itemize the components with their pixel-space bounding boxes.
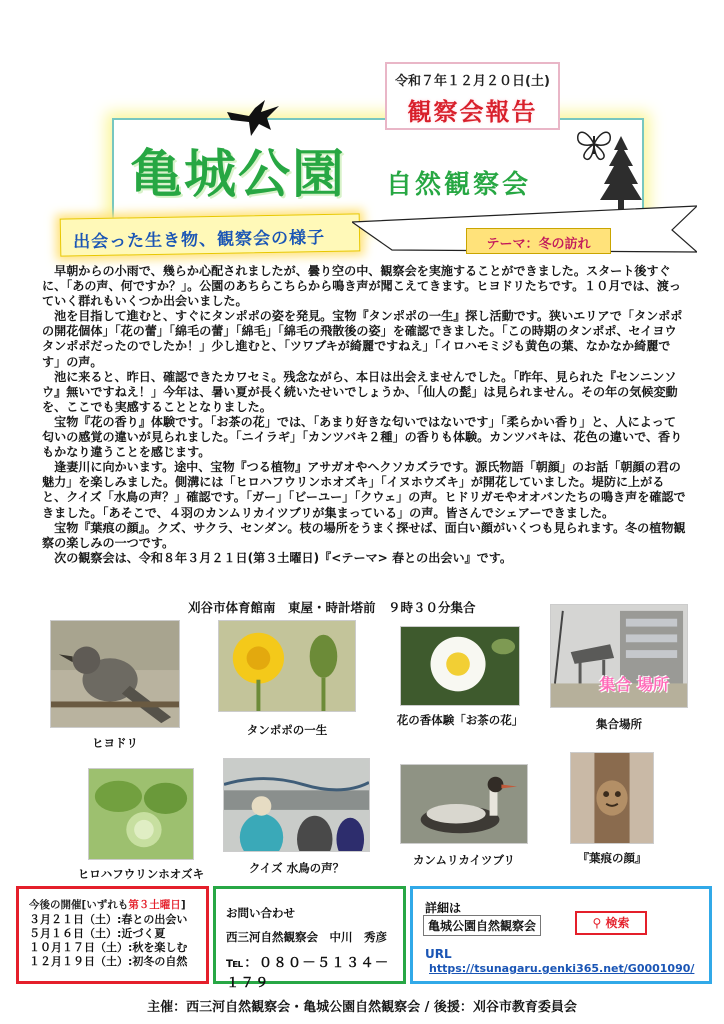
- paragraph: 次の観察会は、令和８年３月２１日(第３土曜日)『<テーマ> 春との出会い』です。: [54, 550, 512, 565]
- section-ribbon: [60, 213, 361, 256]
- theme-label: テーマ：冬の訪れ: [486, 237, 591, 252]
- contact-box: [213, 886, 406, 991]
- search-term: 亀城公園自然観察会: [423, 915, 541, 936]
- main-title: 亀城公園: [130, 145, 347, 205]
- photo-caption: ヒヨドリ: [92, 736, 138, 750]
- schedule-item: １２月１９日（土）:初冬の自然: [29, 955, 188, 968]
- website-link[interactable]: https://tsunagaru.genki365.net/G0001090/: [429, 962, 695, 975]
- schedule-item: ３月２１日（土）:春との出会い: [29, 913, 188, 926]
- schedule-item: ５月１６日（土）:近づく夏: [29, 927, 166, 940]
- photo-kanmurikaitsuburi: [400, 764, 528, 844]
- photo-caption: カンムリカイツブリ: [412, 853, 516, 867]
- sponsor-line: 主催：西三河自然観察会・亀城公園自然観察会 / 後援：刈谷市教育委員会: [147, 1000, 577, 1015]
- contact-org: 西三河自然観察会 中川 秀彦: [226, 930, 387, 944]
- schedule-list: [29, 913, 187, 969]
- photo-caption: 『葉痕の顔』: [577, 851, 647, 865]
- details-box: [410, 886, 712, 984]
- report-body: [42, 264, 688, 566]
- schedule-box: [16, 886, 209, 984]
- report-date: 令和７年１２月２０日(土): [395, 74, 550, 89]
- photo-caption: タンポポの一生: [246, 723, 328, 737]
- schedule-heading: 今後の開催[いずれも第３土曜日]: [29, 899, 186, 911]
- photo-caption: 集合場所: [596, 717, 642, 731]
- photo-hirohafuurin: [88, 768, 194, 860]
- paragraph: 宝物『葉痕の顔』。クズ、サクラ、センダン。枝の場所をうまく探せば、面白い顔がいくつも見られます。冬の植物観察の楽しみの一つです。: [42, 520, 686, 550]
- schedule-item: １０月１７日（土）:秋を楽しむ: [29, 941, 188, 954]
- photo-caption: クイズ 水鳥の声？: [248, 861, 345, 875]
- details-title: 詳細は: [425, 901, 462, 915]
- url-row: [425, 947, 709, 975]
- report-date-box: [385, 62, 560, 130]
- photo-quiz: [223, 758, 370, 852]
- meeting-place-overlay: 集合 場所: [599, 675, 669, 694]
- meeting-place: 刈谷市体育館南 東屋・時計塔前 ９時３０分集合: [188, 600, 476, 615]
- paragraph: 池に来ると、昨日、確認できたカワセミ。残念ながら、本日は出会えませんでした。「昨年、見られた『センニンソウ』無いですねえ！」今年は、暑い夏が長く続いたせいでしょうか、「仙人の髭」は見られません。その年の気候変動を、ここでも実感することとなりました。: [42, 369, 678, 414]
- photo-caption: ヒロハフウリンホオズキ: [77, 867, 205, 881]
- section-ribbon-label: 出会った生き物、観察会の様子: [72, 227, 326, 253]
- photo-youkon: [570, 752, 654, 844]
- search-icon: ⚲: [592, 916, 602, 930]
- photo-ocha: [400, 626, 520, 706]
- photo-hiyodori: [50, 620, 180, 728]
- url-label: URL: [425, 947, 452, 961]
- photo-tanpopo: [218, 620, 356, 712]
- contact-title: お問い合わせ: [226, 906, 295, 920]
- paragraph: 早朝からの小雨で、幾らか心配されましたが、曇り空の中、観察会を実施することができました。スタート後すぐに、「あの声、何ですか？」。公園のあちらこちらから鳴き声が聞こえてきます。ヒヨドリたちです。１０月では、渡っていく群れもいくつか出会いました。: [42, 264, 681, 309]
- photo-meeting-place: [550, 604, 688, 708]
- paragraph: 逢妻川に向かいます。途中、宝物『つる植物』アサガオやヘクソカズラです。源氏物語「朝顔」のお話「朝顔の君の魅力」を楽しみました。側溝には「ヒロハフウリンホオズキ」「イヌホウズキ」が開花していました。堤防に上がると、クイズ「水鳥の声？」確認です。「ガー」「ビーユー」「クウェ」の声。ヒドリガモやオオバンたちの鳴き声を確認できました。「あそこで、４羽のカンムリカイツブリが集まっている」の声。皆さんでシェアーできました。: [42, 460, 686, 520]
- paragraph: 池を目指して進むと、すぐにタンポポの姿を発見。宝物『タンポポの一生』探し活動です。狭いエリアで「タンポポの開花個体」「花の蕾」「綿毛の蕾」「綿毛」「綿毛の飛散後の姿」を確認できました。「この時期のタンポポ、セイヨウタンポポだったのでしたか！」少し進むと、「ツワブキが綺麗ですねえ」「イロハモミジも黄色の葉、なかなか綺麗です」の声。: [42, 309, 683, 369]
- photo-caption: 花の香体験「お茶の花」: [396, 713, 524, 727]
- bird-icon: [225, 98, 283, 138]
- search-button-label: 検索: [605, 916, 630, 930]
- report-title: 観察会報告: [407, 98, 538, 126]
- search-button[interactable]: [575, 911, 647, 935]
- theme-tag: [466, 228, 611, 254]
- contact-phone[interactable]: ℡：０８０－５１３４－１７９: [226, 955, 390, 991]
- paragraph: 宝物『花の香り』体験です。「お茶の花」では、「あまり好きな匂いではないです」「柔らかい香り」と、人によって匂いの感覚の違いが見られました。「ニイラギ」「カンツバキ２種」の香りも体験。カンツバキは、花色の違いで、香りもかなり違うことを感じます。: [42, 414, 683, 460]
- sub-title: 自然観察会: [386, 170, 532, 200]
